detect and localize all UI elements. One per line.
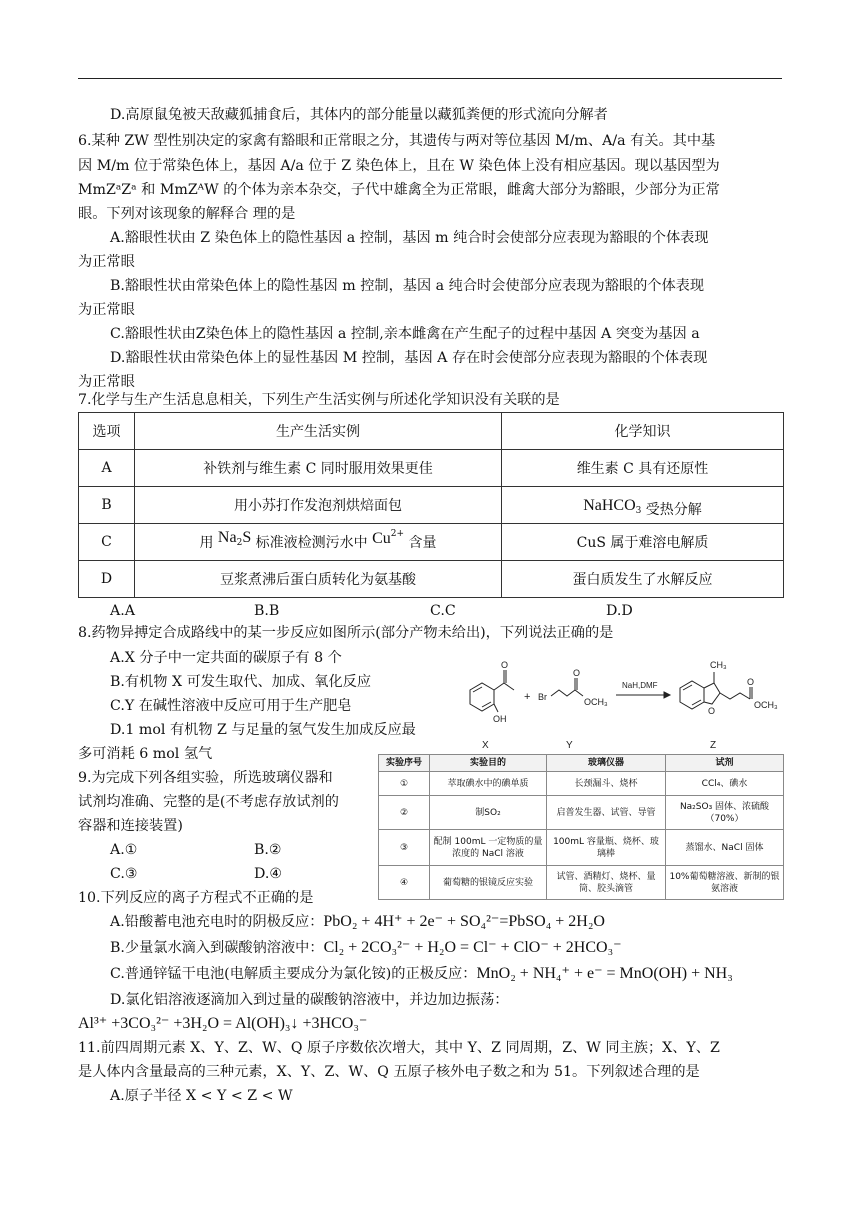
table-row: [79, 524, 784, 561]
molecule-x: [470, 660, 514, 750]
z-och3-label: OCH₃: [754, 700, 778, 710]
formula-superscript: 2+: [390, 528, 405, 539]
row-glass: 试管、酒精灯、烧杯、量筒、胶头滴管: [547, 866, 666, 900]
header-knowledge: 化学知识: [502, 413, 784, 450]
row-glass: 启普发生器、试管、导管: [547, 796, 666, 830]
row-no: ④: [379, 866, 430, 900]
q6-option-b-line-2: 为正常眼: [78, 302, 135, 318]
formula-cu: Cu: [372, 529, 391, 547]
option-text: B.少量氯水滴入到碳酸钠溶液中：: [110, 940, 324, 956]
q8-option-b: B.有机物 X 可发生取代、加成、氧化反应: [110, 674, 372, 690]
q6-option-b-line-1: B.豁眼性状由常染色体上的隐性基因 m 控制，基因 a 纯合时会使部分应表现为豁眼的个体表现: [110, 278, 705, 294]
row-reagent: 蒸馏水、NaCl 固体: [666, 830, 784, 866]
molecule-z: [680, 660, 778, 750]
row-example: 豆浆煮沸后蛋白质转化为氨基酸: [135, 561, 502, 598]
q8-option-c: C.Y 在碱性溶液中反应可用于生产肥皂: [110, 698, 352, 714]
header-example: 生产生活实例: [135, 413, 502, 450]
row-no: ③: [379, 830, 430, 866]
reagent-label: NaH,DMF: [622, 681, 658, 690]
label-y: Y: [566, 740, 573, 750]
table-row: [379, 796, 784, 830]
table-row: [79, 450, 784, 487]
header-glass: 玻璃仪器: [547, 755, 666, 772]
table-row: [379, 772, 784, 796]
formula-nahco3: NaHCO: [583, 496, 636, 514]
z-ring-o: O: [708, 706, 716, 716]
row-purpose: 制SO₂: [430, 796, 547, 830]
y-carbonyl-o: O: [573, 668, 581, 678]
q10-option-a: [110, 912, 605, 932]
q6-option-d-line-2: 为正常眼: [78, 374, 135, 390]
row-knowledge: 维生素 C 具有还原性: [502, 450, 784, 487]
header-option: 选项: [79, 413, 135, 450]
row-purpose: 葡萄糖的银镜反应实验: [430, 866, 547, 900]
row-knowledge: [502, 487, 784, 524]
table-row: [379, 866, 784, 900]
equation: PbO₂ + 4H⁺ + 2e⁻ + SO₄²⁻=PbSO₄ + 2H₂O: [323, 913, 605, 930]
q9-stem-line-3: 容器和连接装置): [78, 818, 183, 834]
reaction-scheme: [458, 650, 786, 750]
z-ch3-label: CH₃: [710, 660, 727, 670]
header-purpose: 实验目的: [430, 755, 547, 772]
q6-option-a-line-1: A.豁眼性状由 Z 染色体上的隐性基因 a 控制，基因 m 纯合时会使部分应表现为豁眼的个体表现: [110, 230, 709, 246]
row-option: B: [79, 487, 135, 524]
q7-table: [78, 412, 784, 598]
q9-answer-c: C.③: [110, 866, 138, 882]
row-purpose: 配制 100mL 一定物质的量浓度的 NaCl 溶液: [430, 830, 547, 866]
header-no: 实验序号: [379, 755, 430, 772]
q8-option-d-line-1: D.1 mol 有机物 Z 与足量的氢气发生加成反应最: [110, 722, 416, 738]
q9-table: [378, 754, 784, 900]
reaction-arrow: [616, 681, 670, 698]
formula-subscript: 3: [635, 505, 642, 516]
z-carbonyl-o: O: [747, 677, 755, 687]
table-header-row: [379, 755, 784, 772]
label-x: X: [482, 740, 489, 750]
q5-option-d: D.高原鼠兔被天敌藏狐捕食后，其体内的部分能量以藏狐粪便的形式流向分解者: [110, 107, 608, 123]
row-reagent: Na₂SO₃ 固体、浓硫酸（70%）: [666, 796, 784, 830]
plus-sign: +: [524, 691, 531, 703]
q11-option-a: A.原子半径 X < Y < Z < W: [110, 1088, 293, 1104]
q7-answer-d: D.D: [606, 603, 633, 619]
row-example: [135, 524, 502, 561]
header-rule: [78, 78, 782, 79]
row-glass: 长颈漏斗、烧杯: [547, 772, 666, 796]
q8-option-a: A.X 分子中一定共面的碳原子有 8 个: [110, 650, 342, 666]
q10-option-c: [110, 964, 733, 984]
y-br-label: Br: [538, 692, 547, 702]
q6-stem-line-1: 6.某种 ZW 型性别决定的家禽有豁眼和正常眼之分，其遗传与两对等位基因 M/m、A/a 有关。其中基: [78, 133, 716, 149]
row-reagent: 10%葡萄糖溶液、新制的银氨溶液: [666, 866, 784, 900]
y-och3-label: OCH₃: [584, 697, 608, 707]
row-option: A: [79, 450, 135, 487]
q9-answer-a: A.①: [110, 842, 138, 858]
table-row: [379, 830, 784, 866]
x-oh-label: OH: [493, 714, 507, 724]
equation: Cl₂ + 2CO₃²⁻ + H₂O = Cl⁻ + ClO⁻ + 2HCO₃⁻: [323, 939, 622, 956]
header-reagent: 试剂: [666, 755, 784, 772]
q10-option-d: D.氯化铝溶液逐滴加入到过量的碳酸钠溶液中，并边加边振荡：: [110, 992, 509, 1008]
formula-subscript: 2: [236, 537, 243, 548]
q6-stem-line-3: MmZᵃZᵃ 和 MmZᴬW 的个体为亲本杂交，子代中雄禽全为正常眼，雌禽大部分为豁眼，少部分为正常: [78, 182, 720, 198]
q7-stem: 7.化学与生产生活息息相关，下列生产生活实例与所述化学知识没有关联的是: [78, 392, 560, 408]
q10-option-b: [110, 938, 622, 958]
q7-answer-c: C.C: [430, 603, 456, 619]
row-no: ①: [379, 772, 430, 796]
q6-stem-line-2: 因 M/m 位于常染色体上，基因 A/a 位于 Z 染色体上，且在 W 染色体上没有相应基因。现以基因型为: [78, 158, 720, 174]
q9-stem-line-2: 试剂均准确、完整的是(不考虑存放试剂的: [78, 794, 339, 810]
option-text: A.铅酸蓄电池充电时的阴极反应：: [110, 914, 324, 930]
row-purpose: 萃取碘水中的碘单质: [430, 772, 547, 796]
equation: Al³⁺ +3CO₃²⁻ +3H₂O = Al(OH)₃↓ +3HCO₃⁻: [78, 1015, 368, 1032]
q9-answer-b: B.②: [254, 842, 282, 858]
q10-stem: 10.下列反应的离子方程式不正确的是: [78, 890, 314, 906]
row-no: ②: [379, 796, 430, 830]
knowledge-text: 受热分解: [641, 501, 702, 518]
row-example: 用小苏打作发泡剂烘焙面包: [135, 487, 502, 524]
table-header-row: [79, 413, 784, 450]
molecule-y: [538, 668, 608, 750]
formula-na2s-s: S: [242, 528, 252, 546]
q11-stem-line-1: 11.前四周期元素 X、Y、Z、W、Q 原子序数依次增大，其中 Y、Z 同周期，Z、W 同主族；X、Y、Z: [78, 1040, 720, 1056]
q8-stem: 8.药物异搏定合成路线中的某一步反应如图所示(部分产物未给出)，下列说法正确的是: [78, 625, 614, 641]
q9-answer-d: D.④: [254, 866, 283, 882]
table-row: [79, 561, 784, 598]
row-knowledge: 蛋白质发生了水解反应: [502, 561, 784, 598]
q6-option-a-line-2: 为正常眼: [78, 254, 135, 270]
q6-option-c: C.豁眼性状由Z染色体上的隐性基因 a 控制,亲本雌禽在产生配子的过程中基因 A 突变为基因 a: [110, 326, 700, 342]
row-option: D: [79, 561, 135, 598]
example-text: 含量: [404, 534, 437, 551]
q11-stem-line-2: 是人体内含量最高的三种元素，X、Y、Z、W、Q 五原子核外电子数之和为 51。下列叙述合理的是: [78, 1064, 700, 1080]
q9-stem-line-1: 9.为完成下列各组实验，所选玻璃仪器和: [78, 770, 333, 786]
option-text: C.普通锌锰干电池(电解质主要成分为氯化铵)的正极反应：: [110, 966, 477, 982]
q7-answer-a: A.A: [110, 603, 136, 619]
example-text: 标准液检测污水中: [251, 534, 373, 551]
equation: MnO₂ + NH₄⁺ + e⁻ = MnO(OH) + NH₃: [476, 965, 733, 982]
q6-stem-line-4: 眼。下列对该现象的解释合 理的是: [78, 206, 296, 222]
q8-option-d-line-2: 多可消耗 6 mol 氢气: [78, 746, 213, 762]
formula-na2s: Na: [217, 528, 237, 546]
row-knowledge: CuS 属于难溶电解质: [502, 524, 784, 561]
table-row: [79, 487, 784, 524]
q6-option-d-line-1: D.豁眼性状由常染色体上的显性基因 M 控制，基因 A 存在时会使部分应表现为豁眼的个体表现: [110, 350, 708, 366]
row-reagent: CCl₄、碘水: [666, 772, 784, 796]
label-z: Z: [710, 740, 717, 750]
x-carbonyl-o: O: [501, 660, 509, 670]
row-glass: 100mL 容量瓶、烧杯、玻璃棒: [547, 830, 666, 866]
q7-answer-b: B.B: [254, 603, 280, 619]
q10-option-d-equation: [78, 1014, 367, 1034]
row-example: 补铁剂与维生素 C 同时服用效果更佳: [135, 450, 502, 487]
row-option: C: [79, 524, 135, 561]
example-text: 用: [199, 534, 218, 551]
